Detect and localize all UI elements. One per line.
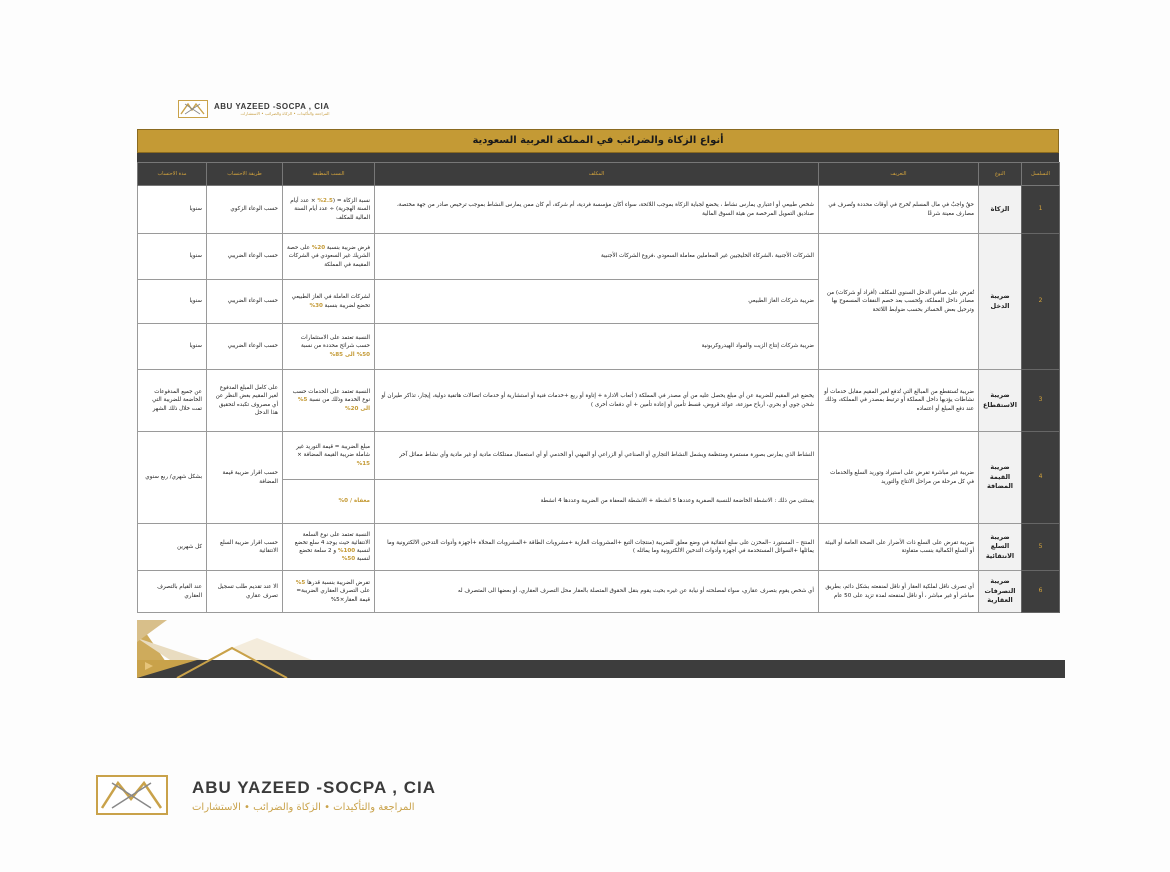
row-definition: أي تصرف ناقل لملكية العقار أو ناقل لمنفعته بشكل دائم، بطريق مباشر أو غير مباشر ، أو ناقل لمنفعته لمدة تزيد على 50 عام bbox=[819, 571, 979, 613]
row-method: حسب اقرار ضريبة قيمة المضافة bbox=[207, 432, 283, 524]
rate-highlight: معفاة / 0% bbox=[338, 498, 370, 505]
rate-text: و 2 سلعة تخضع لنسبة bbox=[299, 548, 370, 563]
rate-text: على التصرف العقاري الضريبة= قيمة العقار×5% bbox=[296, 588, 370, 603]
brand-tagline: المراجعة والتأكيدات • الزكاة والضرائب • الاستشارات bbox=[192, 801, 415, 813]
rate-text: النسبة تعتمد على الاستثمارات حسب شرائح محددة من نسبة bbox=[300, 335, 370, 350]
row-method: حسب الوعاء الضريبي bbox=[207, 324, 283, 370]
row-period: سنويا bbox=[138, 324, 207, 370]
rate-text: × عدد أيام السنة الهجرية) ÷ عدد أيام السنة المالية للمكلف bbox=[290, 198, 370, 221]
row-rate bbox=[283, 186, 375, 234]
row-number: 5 bbox=[1022, 524, 1060, 571]
row-type: ضريبة السلع الانتقائية bbox=[979, 524, 1022, 571]
title-divider bbox=[137, 153, 1059, 162]
row-payer: يخضع غير المقيم للضريبة عن أي مبلغ يحصل عليه من أي مصدر في المملكة ( أتعاب الادارة + إتاوة أو ريع +خدمات فنية أو استشارية أو خدمات اتصالات هاتفية دولية، إيجار، تذاكر طيران أو شحن جوي أو بحري، أرباح موزعة، عوائد قروض، قسط تأمين أو إعادة تأمين + أي دفعات أخرى ) bbox=[375, 370, 819, 432]
row-payer: ضريبة شركات الغاز الطبيعي bbox=[375, 280, 819, 324]
row-number: 6 bbox=[1022, 571, 1060, 613]
row-payer: يستثنى من ذلك : الانشطة الخاضعة للنسبة الصفرية وعددها 5 انشطة + الانشطة المعفاة من الضريبة وعددها 4 انشطة bbox=[375, 480, 819, 524]
rate-text: تفرض الضريبة بنسبة قدرها bbox=[305, 580, 370, 587]
row-number: 3 bbox=[1022, 370, 1060, 432]
row-method: حسب الوعاء الضريبي bbox=[207, 280, 283, 324]
rate-text: على حصة الشريك غير السعودي في الشركات المقيمة في المملكة bbox=[287, 245, 370, 268]
rate-text: لشركات العاملة في الغاز الطبيعي تخضع لضريبة بنسبة bbox=[291, 294, 370, 309]
row-rate bbox=[283, 524, 375, 571]
row-method: الا عند تقديم طلب تسجيل تصرف عقاري bbox=[207, 571, 283, 613]
row-period: كل شهرين bbox=[138, 524, 207, 571]
row-payer: الشركات الأجنبية ،الشركاء الخليجيين غير المعاملين معاملة السعودي ،فروع الشركات الأجنبية bbox=[375, 234, 819, 280]
row-definition: حقٌ واجبٌ في مال المسلم تُخرج في أوقات محددة وتُصرف في مصارف معينة شرعًا bbox=[819, 186, 979, 234]
table-row-vat-a bbox=[138, 432, 1060, 480]
tax-types-table bbox=[137, 162, 1060, 613]
header-logo bbox=[178, 100, 330, 118]
rate-highlight: 50% bbox=[341, 556, 356, 563]
row-rate bbox=[283, 234, 375, 280]
row-method: حسب الوعاء الزكوي bbox=[207, 186, 283, 234]
brand-tagline: المراجعة والتأكيدات • الزكاة والضرائب • الاستشارات bbox=[240, 111, 330, 116]
rate-highlight: 2.5% bbox=[317, 198, 333, 205]
tax-document bbox=[137, 129, 1059, 613]
row-definition: تُفرض على صافي الدخل السنوي للمكلف (أفراد أو شركات) من مصادر داخل المملكة، وتُحسب بعد خصم النفقات المسموح بها وترحيل بعض الخسائر بحسب ضوابط اللائحة bbox=[819, 234, 979, 370]
row-type: ضريبة الدخل bbox=[979, 234, 1022, 370]
logo-mark-icon bbox=[178, 100, 208, 118]
row-definition: ضريبة تفرض على السلع ذات الأضرار على الصحة العامة أو البيئة أو السلع الكمالية بنسب متفاوتة bbox=[819, 524, 979, 571]
row-period: سنويا bbox=[138, 234, 207, 280]
table-row-zakat bbox=[138, 186, 1060, 234]
row-period: بشكل شهري/ ربع سنوي bbox=[138, 432, 207, 524]
rate-text: النسبة تعتمد على الخدمات حسب نوع الخدمة وذلك من نسبة bbox=[292, 389, 370, 404]
footer-decoration bbox=[137, 620, 1065, 678]
row-payer: أي شخص يقوم بتصرف عقاري، سواء لمصلحته أو نيابة عن غيره بحيث يقوم بنقل الحقوق المتصلة بالعقار محل التصرف العقاري، أو بعضها الى المتصرف له bbox=[375, 571, 819, 613]
row-type: ضريبة القيمة المضافة bbox=[979, 432, 1022, 524]
table-row-real-estate bbox=[138, 571, 1060, 613]
row-type: ضريبة الاستقطاع bbox=[979, 370, 1022, 432]
row-type: ضريبة التصرفات العقارية bbox=[979, 571, 1022, 613]
rate-highlight: 50% الى 85% bbox=[329, 351, 370, 358]
row-type: الزكاة bbox=[979, 186, 1022, 234]
document-title: أنواع الزكاة والضرائب في المملكة العربية السعودية bbox=[137, 129, 1059, 153]
row-rate bbox=[283, 571, 375, 613]
row-rate bbox=[283, 480, 375, 524]
header-method: طريقة الاحتساب bbox=[207, 163, 283, 186]
footer-logo bbox=[96, 775, 436, 815]
row-period: عند القيام بالتصرف العقاري bbox=[138, 571, 207, 613]
row-number: 2 bbox=[1022, 234, 1060, 370]
rate-text: النسبة تعتمد على نوع السلعة الانتقائية حيث يوجد 4 سلع تخضع لنسبة bbox=[294, 531, 370, 554]
table-row-excise bbox=[138, 524, 1060, 571]
header-payer: المكلف bbox=[375, 163, 819, 186]
table-row-income-a bbox=[138, 234, 1060, 280]
rate-text: فرض ضريبة بنسبة bbox=[325, 245, 370, 252]
row-period: عن جميع المدفوعات الخاضعة للضريبة التي تمت خلال ذلك الشهر bbox=[138, 370, 207, 432]
row-payer: ضريبة شركات إنتاج الزيت والمواد الهيدروكربونية bbox=[375, 324, 819, 370]
row-method: حسب الوعاء الضريبي bbox=[207, 234, 283, 280]
row-payer: شخص طبيعي أو اعتباري يمارس نشاط ، يخضع لجباية الزكاة بموجب اللائحة، سواء أكان مؤسسة فردية، أم شركة، أم كان ممن يمارس النشاط بموجب ترخيص صادر من جهة مختصة، صناديق التمويل المرخصة من هيئة السوق المالية bbox=[375, 186, 819, 234]
row-period: سنويا bbox=[138, 186, 207, 234]
row-period: سنويا bbox=[138, 280, 207, 324]
table-row-withholding bbox=[138, 370, 1060, 432]
row-rate bbox=[283, 370, 375, 432]
row-number: 4 bbox=[1022, 432, 1060, 524]
header-type: النوع bbox=[979, 163, 1022, 186]
header-period: مدة الاحتساب bbox=[138, 163, 207, 186]
rate-highlight: 100% bbox=[337, 548, 356, 554]
row-payer: المنتج – المستورد –المخزن على سلع انتقائية في وضع معلق للضريبة (منتجات التبغ +المشروبات الغازية +مشروبات الطاقة +المشروبات المحلاة +أجهزة وأدوات التدخين الالكترونية وما يماثلها +السوائل المستخدمة في أجهزة وأدوات التدخين الالكترونية وما يماثله ) bbox=[375, 524, 819, 571]
row-method: على كامل المبلغ المدفوع لغير المقيم بغض النظر عن أي مصروف تكبده لتحقيق هذا الدخل bbox=[207, 370, 283, 432]
header-definition: التعريف bbox=[819, 163, 979, 186]
rate-text: نسبة الزكاة = ( bbox=[332, 198, 370, 205]
brand-name: ABU YAZEED -SOCPA , CIA bbox=[192, 777, 437, 797]
header-rates: النسب المطبقة bbox=[283, 163, 375, 186]
logo-mark-icon bbox=[96, 775, 168, 815]
brand-name: ABU YAZEED -SOCPA , CIA bbox=[214, 102, 330, 111]
rate-highlight: 5% bbox=[295, 580, 306, 587]
row-rate bbox=[283, 432, 375, 480]
rate-text: مبلغ الضريبة = قيمة التوريد غير شاملة ضريبة القيمة المضافة × bbox=[296, 444, 370, 459]
table-header-row bbox=[138, 163, 1060, 186]
rate-highlight: 20% bbox=[311, 245, 326, 252]
row-rate bbox=[283, 324, 375, 370]
row-payer: النشاط الذي يمارس بصورة مستمرة ومنتظمة ويشمل النشاط التجاري أو الصناعي أو الزراعي أو المهني أو الخدمي أو أي استعمال ممتلكات مادية أو غير مادية وأي نشاط مماثل آخر bbox=[375, 432, 819, 480]
header-sequence: التسلسل bbox=[1022, 163, 1060, 186]
row-method: حسب اقرار ضريبة السلع الانتقائية bbox=[207, 524, 283, 571]
rate-highlight: 5% الى 20% bbox=[297, 397, 370, 412]
row-rate bbox=[283, 280, 375, 324]
rate-highlight: 30% bbox=[309, 302, 323, 309]
row-definition: ضريبة تُستقطع من المبالغ التي تُدفع لغير المقيم مقابل خدمات أو نشاطات يؤديها داخل المملكة أو ترتبط بمصدر في المملكة، وذلك عند دفع المبلغ أو اعتماده bbox=[819, 370, 979, 432]
row-number: 1 bbox=[1022, 186, 1060, 234]
rate-highlight: 15% bbox=[356, 460, 370, 467]
row-definition: ضريبة غير مباشرة تفرض على استيراد وتوريد السلع والخدمات في كل مرحلة من مراحل الانتاج والتوريد bbox=[819, 432, 979, 524]
